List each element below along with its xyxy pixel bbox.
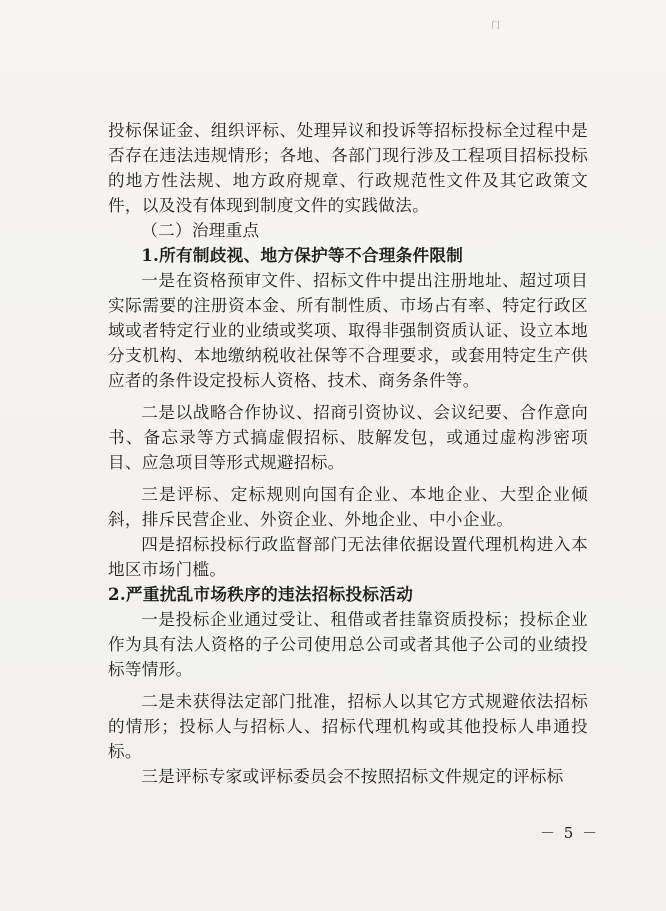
paragraph-continuation: 投标保证金、组织评标、处理异议和投诉等招标投标全过程中是否存在违法违规情形；各地、各部门现行涉及工程项目招标投标的地方性法规、地方政府规章、行政规范性文件及其它政策文件，以及没有体现到制度文件的实践做法。: [108, 121, 588, 215]
item2-paragraph-3: 三是评标专家或评标委员会不按照招标文件规定的评标标: [141, 767, 564, 786]
scan-mark: 门: [491, 21, 501, 31]
document-body: [108, 118, 588, 789]
item1-paragraph-4: 四是招标投标行政监督部门无法律依据设置代理机构进入本地区市场门槛。: [108, 535, 588, 579]
item1-heading: 1.所有制歧视、地方保护等不合理条件限制: [141, 245, 464, 265]
section-heading-governance-focus: （二）治理重点: [141, 221, 260, 240]
item2-paragraph-1: 一是投标企业通过受让、租借或者挂靠资质投标；投标企业作为具有法人资格的子公司使用总公司或者其他子公司的业绩投标等情形。: [108, 610, 588, 679]
item2-heading: 2.严重扰乱市场秩序的违法招标投标活动: [108, 584, 414, 604]
item1-paragraph-2: 二是以战略合作协议、招商引资协议、会议纪要、合作意向书、备忘录等方式搞虚假招标、肢解发包，或通过虚构涉密项目、应急项目等形式规避招标。: [108, 403, 588, 472]
item1-paragraph-1: 一是在资格预审文件、招标文件中提出注册地址、超过项目实际需要的注册资本金、所有制性质、市场占有率、特定行政区域或者特定行业的业绩或奖项、取得非强制资质认证、设立本地分支机构、本地缴纳税收社保等不合理要求，或套用特定生产供应者的条件设定投标人资格、技术、商务条件等。: [108, 271, 588, 390]
item2-paragraph-2: 二是未获得法定部门批准，招标人以其它方式规避依法招标的情形；投标人与招标人、招标代理机构或其他投标人串通投标。: [108, 692, 588, 761]
page-number: － 5 －: [540, 824, 600, 842]
item1-paragraph-3: 三是评标、定标规则向国有企业、本地企业、大型企业倾斜，排斥民营企业、外资企业、外地企业、中小企业。: [108, 485, 588, 529]
